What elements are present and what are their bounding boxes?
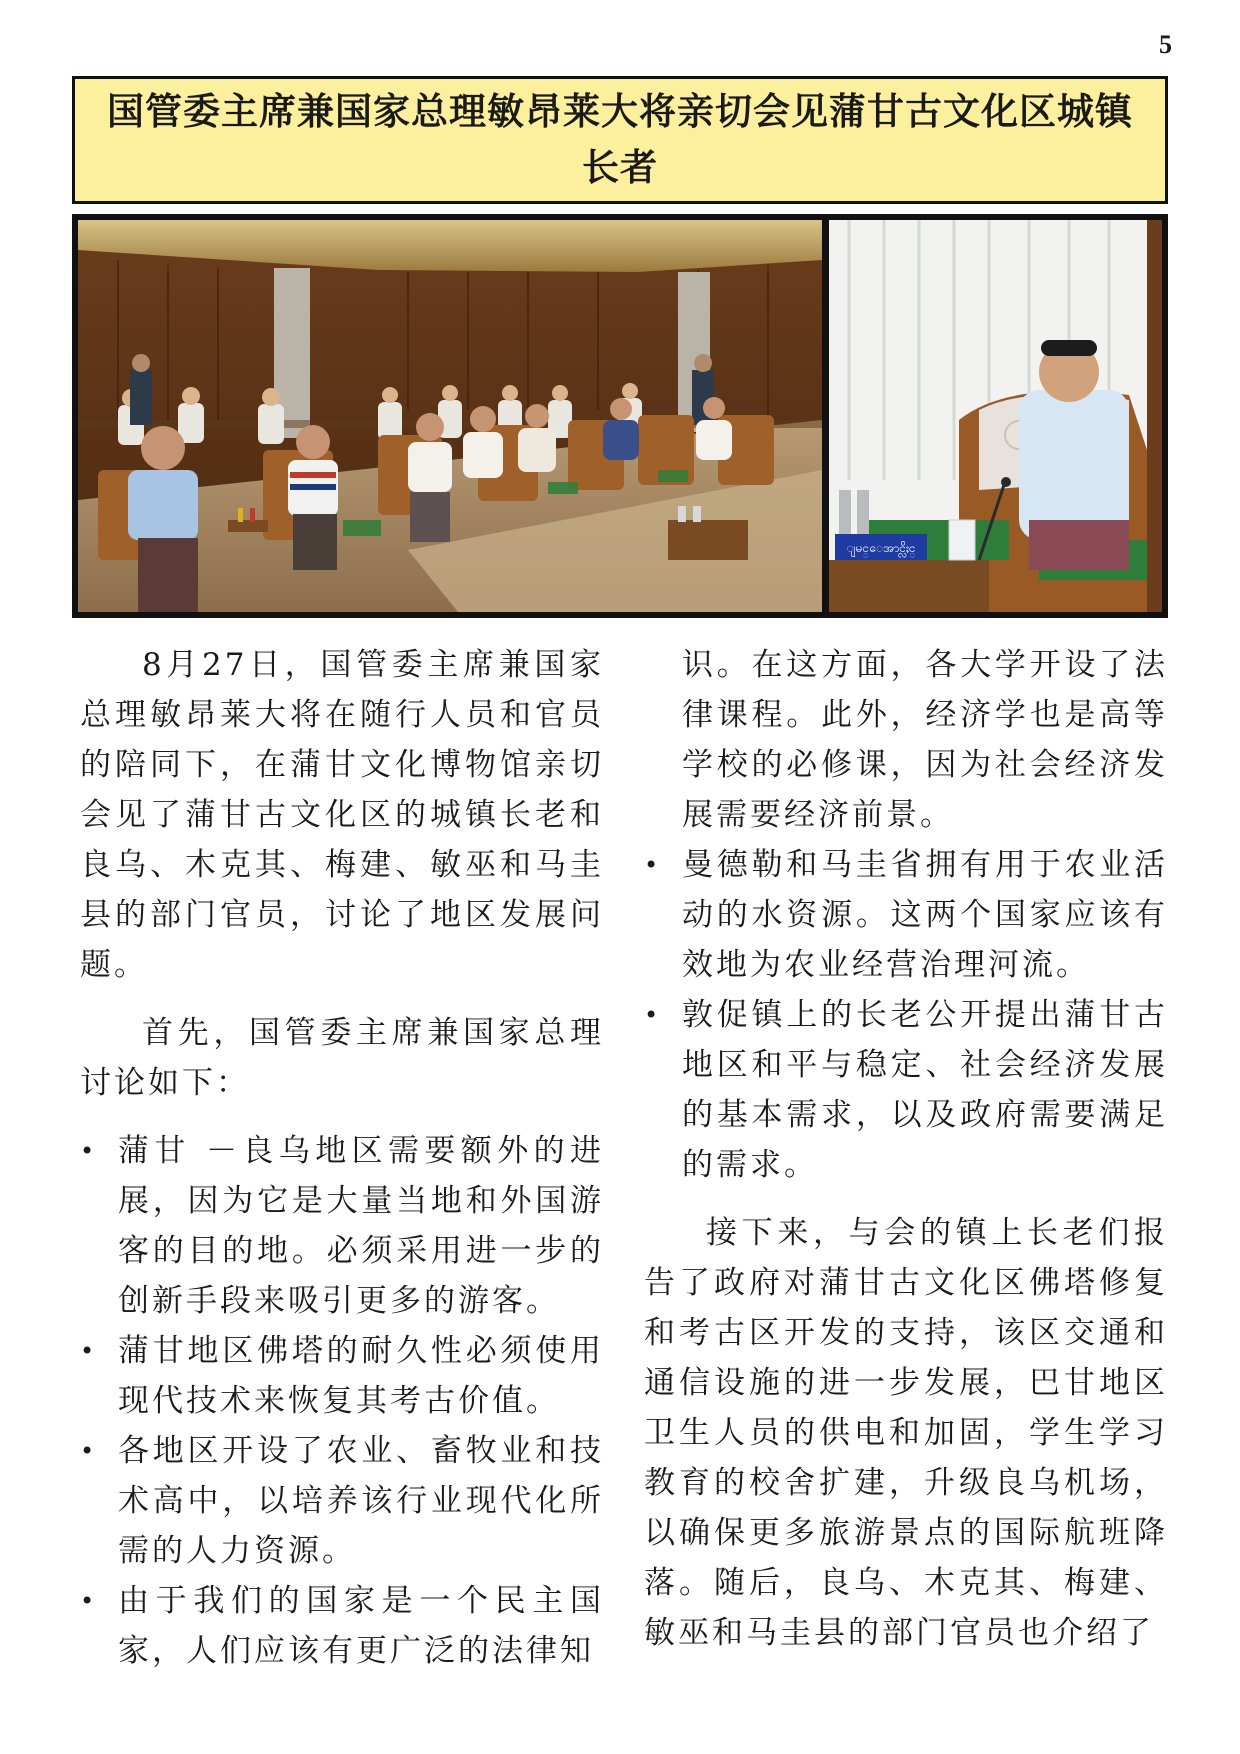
article-right-column (644, 640, 1168, 1658)
page-number: 5 (1159, 30, 1172, 59)
bullet-item: • 蒲甘 －良乌地区需要额外的进展，因为它是大量当地和外国游客的目的地。必须采用进一步的创新手段来吸引更多的游客。 (80, 1126, 604, 1326)
bullet-item: • 蒲甘地区佛塔的耐久性必须使用现代技术来恢复其考古价值。 (80, 1326, 604, 1426)
discussion-points-list (80, 1126, 604, 1676)
article-left-column (80, 640, 604, 1676)
bullet-continuation: 识。在这方面，各大学开设了法律课程。此外，经济学也是高等学校的必修课，因为社会经济发展需要经济前景。 (682, 647, 1168, 833)
paragraph-discussion-intro: 首先，国管委主席兼国家总理讨论如下： (80, 1015, 604, 1101)
headline: 国管委主席兼国家总理敏昂莱大将亲切会见蒲甘古文化区城镇长者 (107, 90, 1133, 189)
bullet-item: • 各地区开设了农业、畜牧业和技术高中，以培养该行业现代化所需的人力资源。 (80, 1426, 604, 1576)
senior-general-photo (829, 220, 1162, 612)
meeting-hall-photo (78, 220, 822, 612)
bullet-item: • 曼德勒和马圭省拥有用于农业活动的水资源。这两个国家应该有效地为农业经营治理河流。 (644, 840, 1168, 990)
paragraph-elders-report: 接下来，与会的镇上长老们报告了政府对蒲甘古文化区佛塔修复和考古区开发的支持，该区交通和通信设施的进一步发展，巴甘地区卫生人员的供电和加固，学生学习教育的校舍扩建，升级良乌机场，以确保更多旅游景点的国际航班降落。随后，良乌、木克其、梅建、敏巫和马圭县的部门官员也介绍了 (644, 1215, 1168, 1651)
name-plate: ျမင္ေအာင္လိႈင္ (846, 541, 916, 555)
photo-strip (72, 214, 1168, 618)
paragraph-intro: 8月27日，国管委主席兼国家总理敏昂莱大将在随行人员和官员的陪同下，在蒲甘文化博物馆亲切会见了蒲甘古文化区的城镇长老和良乌、木克其、梅建、敏巫和马圭县的部门官员，讨论了地区发展问题。 (80, 647, 604, 983)
headline-box (72, 76, 1168, 204)
bullet-item: • 敦促镇上的长老公开提出蒲甘古地区和平与稳定、社会经济发展的基本需求，以及政府需要满足的需求。 (644, 990, 1168, 1190)
discussion-points-list-continued (644, 840, 1168, 1190)
bullet-item: • 由于我们的国家是一个民主国家，人们应该有更广泛的法律知 (80, 1576, 604, 1676)
